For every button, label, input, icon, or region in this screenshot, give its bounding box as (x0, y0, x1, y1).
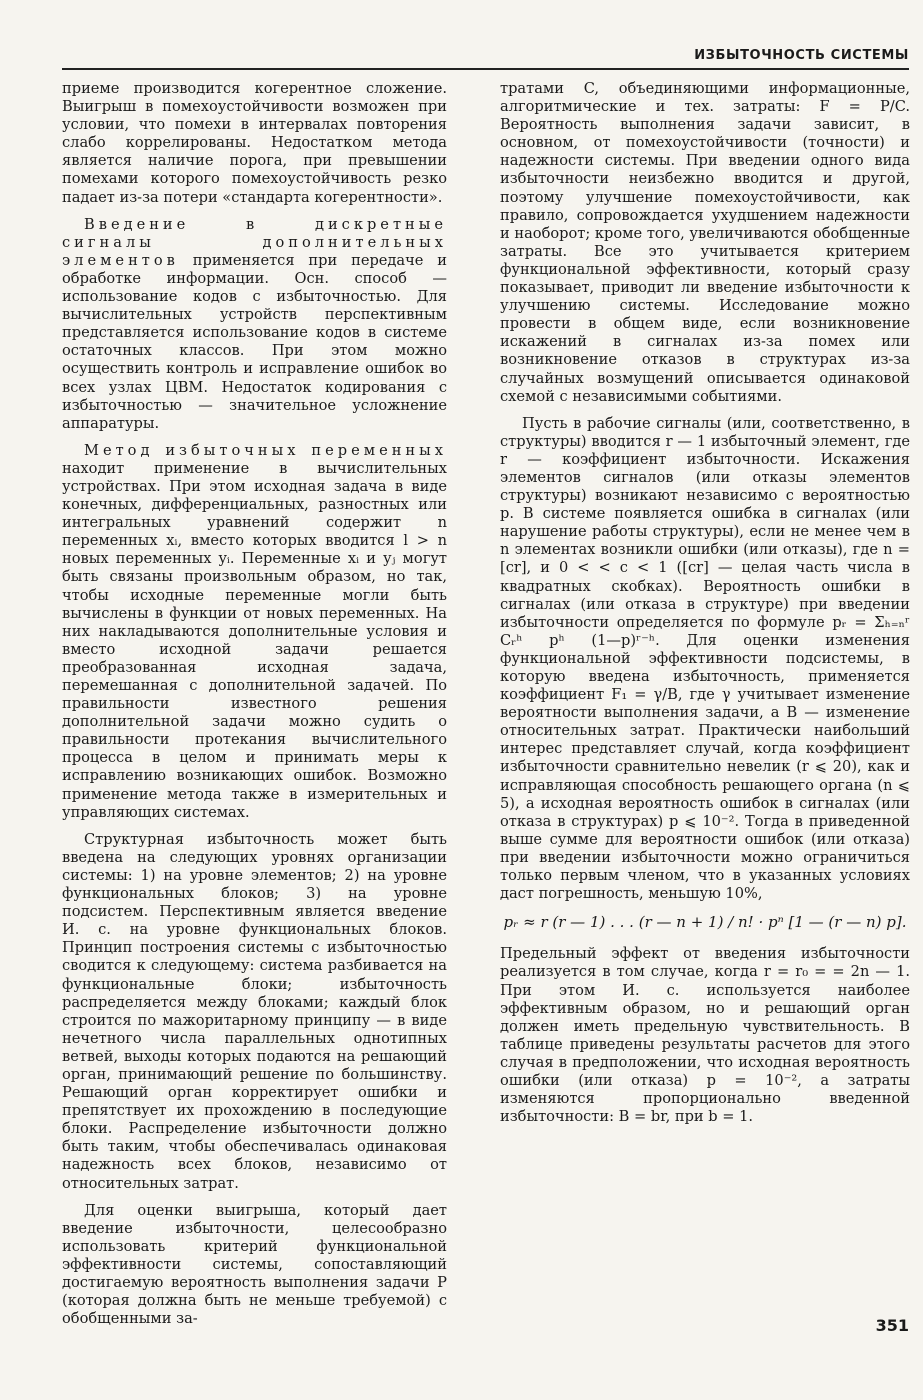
approximation-formula: pᵣ ≈ r (r — 1) . . . (r — n + 1) / n! · pⁿ [1 — (r — n) p]. (503, 913, 907, 932)
left-paragraph-1: приеме производится когерентное сложение. Выигрыш в помехоустойчивости возможен при условии, что помехи в интервалах повторения слабо коррелированы. Недостатком метода является наличие порога, при превышении помехами которого помехоустойчивость резко падает из-за потери «стандарта когерентности». (62, 80, 447, 206)
right-paragraph-2: Пусть в рабочие сигналы (или, соответственно, в структуры) вводится r — 1 избыточный элемент, где r — коэффициент избыточности. Искажения элементов сигналов (или отказы элементов структуры) возникают независимо с вероятностью p. В системе появляется ошибка в сигналах (или нарушение работы структуры), если не менее чем в n элементах возникли ошибки (или отказы), где n = [cr], и 0 < < c < 1 ([cr] — целая часть числа в квадратных скобках). Вероятность ошибки в сигналах (или отказа в структуре) при введении избыточности определяется по формуле pᵣ = Σₕ₌ₙʳ Cᵣʰ pʰ (1—p)ʳ⁻ʰ. Для оценки изменения функциональной эффективности подсистемы, в которую введена избыточность, применяется коэффициент F₁ = γ/B, где γ учитывает изменение вероятности выполнения задачи, а B — изменение относительных затрат. Практически наибольший интерес представляет случай, когда коэффициент избыточности сравнительно невелик (r ⩽ 20), как и исправляющая способность решающего органа (n ⩽ 5), а исходная вероятность ошибок в сигналах (или отказа в структурах) p ⩽ 10⁻². Тогда в приведенной выше сумме для вероятности ошибок (или отказа) при введении избыточности можно ограничиться только первым членом, что в указанных условиях даст погрешность, меньшую 10%, (500, 414, 910, 903)
right-paragraph-1: тратами C, объединяющими информационные, алгоритмические и тех. затраты: F = P/C. Вероятность выполнения задачи зависит, в основном, от помехоустойчивости (точности) и надежности системы. При введении одного вида избыточности неизбежно вводится и другой, поэтому улучшение помехоустойчивости, как правило, сопровождается ухудшением надежности и наоборот; кроме того, увеличиваются обобщенные затраты. Все это учитывается критерием функциональной эффективности, который сразу показывает, приводит ли введение избыточности к улучшению системы. Исследование можно провести в общем виде, если возникновение искажений в сигналах из-за помех или возникновение отказов в структурах из-за случайных возмущений описывается одинаковой схемой с независимыми событиями. (500, 80, 910, 405)
term-discrete-signals: Введение в дискретные сигналы дополнительных элементов (62, 215, 447, 269)
left-paragraph-3-text: находит применение в вычислительных устройствах. При этом исходная задача в виде конечных, дифференциальных, разностных или интегральных уравнений содержит n переменных xᵢ, вместо которых вводится l > n новых переменных yᵢ. Переменные xᵢ и yⱼ могут быть связаны произвольным образом, но так, чтобы исходные переменные могли быть вычислены в функции от новых переменных. На них накладываются дополнительные условия и вместо исходной задачи решается преобразованная исходная задача, перемешанная с дополнительной задачей. По правильности известного решения дополнительной задачи можно судить о правильности протекания вычислительного процесса в целом и принимать меры к исправлению возникающих ошибок. Возможно применение метода также в измерительных и управляющих системах. (62, 459, 447, 821)
right-paragraph-3: Предельный эффект от введения избыточности реализуется в том случае, когда r = r₀ = = 2n — 1. При этом И. с. используется наиболее эффективным образом, но и решающий орган должен иметь предельную чувствительность. В таблице приведены результаты расчетов для этого случая в предположении, что исходная вероятность ошибки (или отказа) p = 10⁻², а затраты изменяются пропорционально введенной избыточности: B = br, при b = 1. (500, 945, 910, 1126)
left-paragraph-4: Структурная избыточность может быть введена на следующих уровнях организации системы: 1) на уровне элементов; 2) на уровне функциональных блоков; 3) на уровне подсистем. Перспективным является введение И. с. на уровне функциональных блоков. Принцип построения системы с избыточностью сводится к следующему: система разбивается на функциональные блоки; избыточность распределяется между блоками; каждый блок строится по мажоритарному принципу — в виде нечетного числа параллельных однотипных ветвей, выходы которых подаются на решающий орган, принимающий решение по большинству. Решающий орган корректирует ошибки и препятствует их прохождению в последующие блоки. Распределение избыточности должно быть таким, чтобы обеспечивалась одинаковая надежность всех блоков, независимо от относительных затрат. (62, 830, 447, 1192)
left-paragraph-3 (62, 442, 447, 822)
right-column (500, 80, 910, 1135)
header-rule (62, 68, 909, 70)
left-paragraph-2-text: применяется при передаче и обработке информации. Осн. способ — использование кодов с избыточностью. Для вычислительных устройств перспективным представляется использование кодов в системе остаточных классов. При этом можно осуществить контроль и исправление ошибок во всех узлах ЦВМ. Недостаток кодирования с избыточностью — значительное усложнение аппаратуры. (62, 251, 447, 432)
left-paragraph-2 (62, 216, 447, 433)
page-number: 351 (875, 1316, 909, 1335)
term-redundant-variables: Метод избыточных переменных (84, 441, 447, 459)
left-paragraph-5: Для оценки выигрыша, который дает введение избыточности, целесообразно использовать критерий функциональной эффективности системы, сопоставляющий достигаемую вероятность выполнения задачи P (которая должна быть не меньше требуемой) с обобщенными за- (62, 1201, 447, 1328)
left-column (62, 80, 447, 1337)
running-head: ИЗБЫТОЧНОСТЬ СИСТЕМЫ (694, 48, 909, 63)
